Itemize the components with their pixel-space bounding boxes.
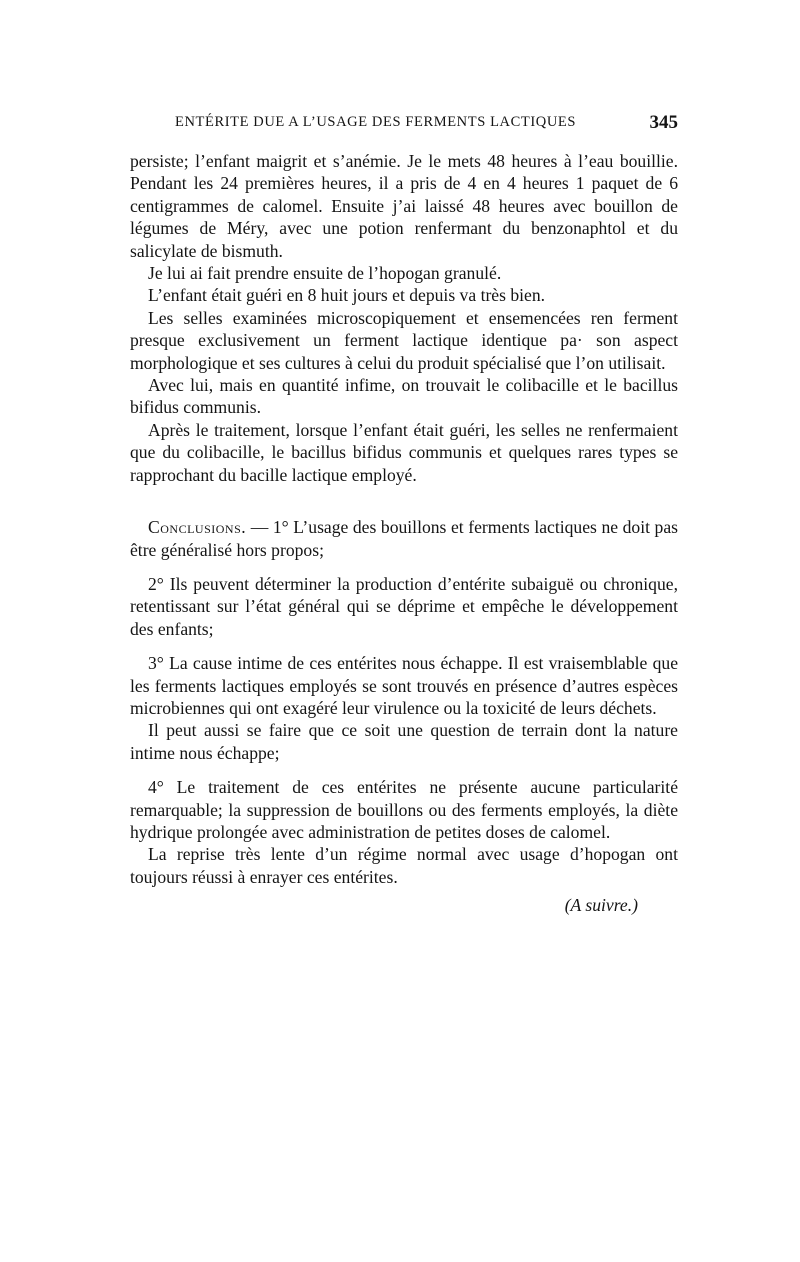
conclusion-2: 2° Ils peuvent déterminer la production d’entérite subaiguë ou chronique, retentissant sur l’état général qui se déprime et empêche le développement des enfants; — [130, 573, 678, 639]
conclusion-4: 4° Le traitement de ces entérites ne présente aucune particularité remarquable; la suppression de bouillons ou des ferments employés, la diète hydrique prolongée avec administration de petites doses de calomel. — [130, 777, 678, 842]
paragraph-after-treatment: Après le traitement, lorsque l’enfant était guéri, les selles ne renfermaient que du colibacille, le bacillus bifidus communis et quelques rares types se rapprochant du bacille lactique employé. — [130, 419, 678, 485]
conclusions-label: Conclusions. — [148, 517, 247, 538]
conclusion-1-text: — 1° L’usage des bouillons et ferments lactiques ne doit pas être généralisé hors propos; — [130, 517, 678, 560]
page-body — [130, 150, 678, 917]
conclusion-3: 3° La cause intime de ces entérites nous échappe. Il est vraisemblable que les ferments lactiques employés se sont trouvés en présence d’autres espèces microbiennes qui ont exagéré leur virulence ou la toxicité de leurs déchets. — [130, 653, 678, 718]
paragraph-colibacille: Avec lui, mais en quantité infime, on trouvait le colibacille et le bacillus bifidus communis. — [130, 375, 678, 418]
paragraph-cured: L’enfant était guéri en 8 huit jours et depuis va très bien. — [148, 285, 546, 306]
paragraph-continuation: persiste; l’enfant maigrit et s’anémie. Je le mets 48 heures à l’eau bouillie. Pendant les 24 premières heures, il a pris de 4 en 4 heures 1 paquet de 6 centigrammes de calomel. Ensuite j’ai laissé 48 heures avec bouillon de légumes de Méry, avec une potion renfermant du benzonaphtol et du salicylate de bismuth. — [130, 151, 678, 261]
paragraph-hopogan: Je lui ai fait prendre ensuite de l’hopogan granulé. — [148, 263, 502, 284]
paragraph-stools-exam: Les selles examinées microscopiquement et ensemencées ren ferment presque exclusivement un ferment lactique identique pa· son aspect morphologique et ses cultures à celui du produit spécialisé que l’on utilisait. — [130, 307, 678, 373]
conclusion-5: La reprise très lente d’un régime normal avec usage d’hopogan ont toujours réussi à enrayer ces entérites. — [130, 844, 678, 887]
conclusion-3-continued: Il peut aussi se faire que ce soit une question de terrain dont la nature intime nous échappe; — [130, 720, 678, 763]
page-header — [130, 114, 678, 140]
conclusion-1 — [130, 516, 678, 561]
to-be-continued: (A suivre.) — [564, 895, 638, 916]
page-number: 345 — [649, 112, 678, 133]
running-head: ENTÉRITE DUE A L’USAGE DES FERMENTS LACTIQUES — [175, 114, 577, 130]
